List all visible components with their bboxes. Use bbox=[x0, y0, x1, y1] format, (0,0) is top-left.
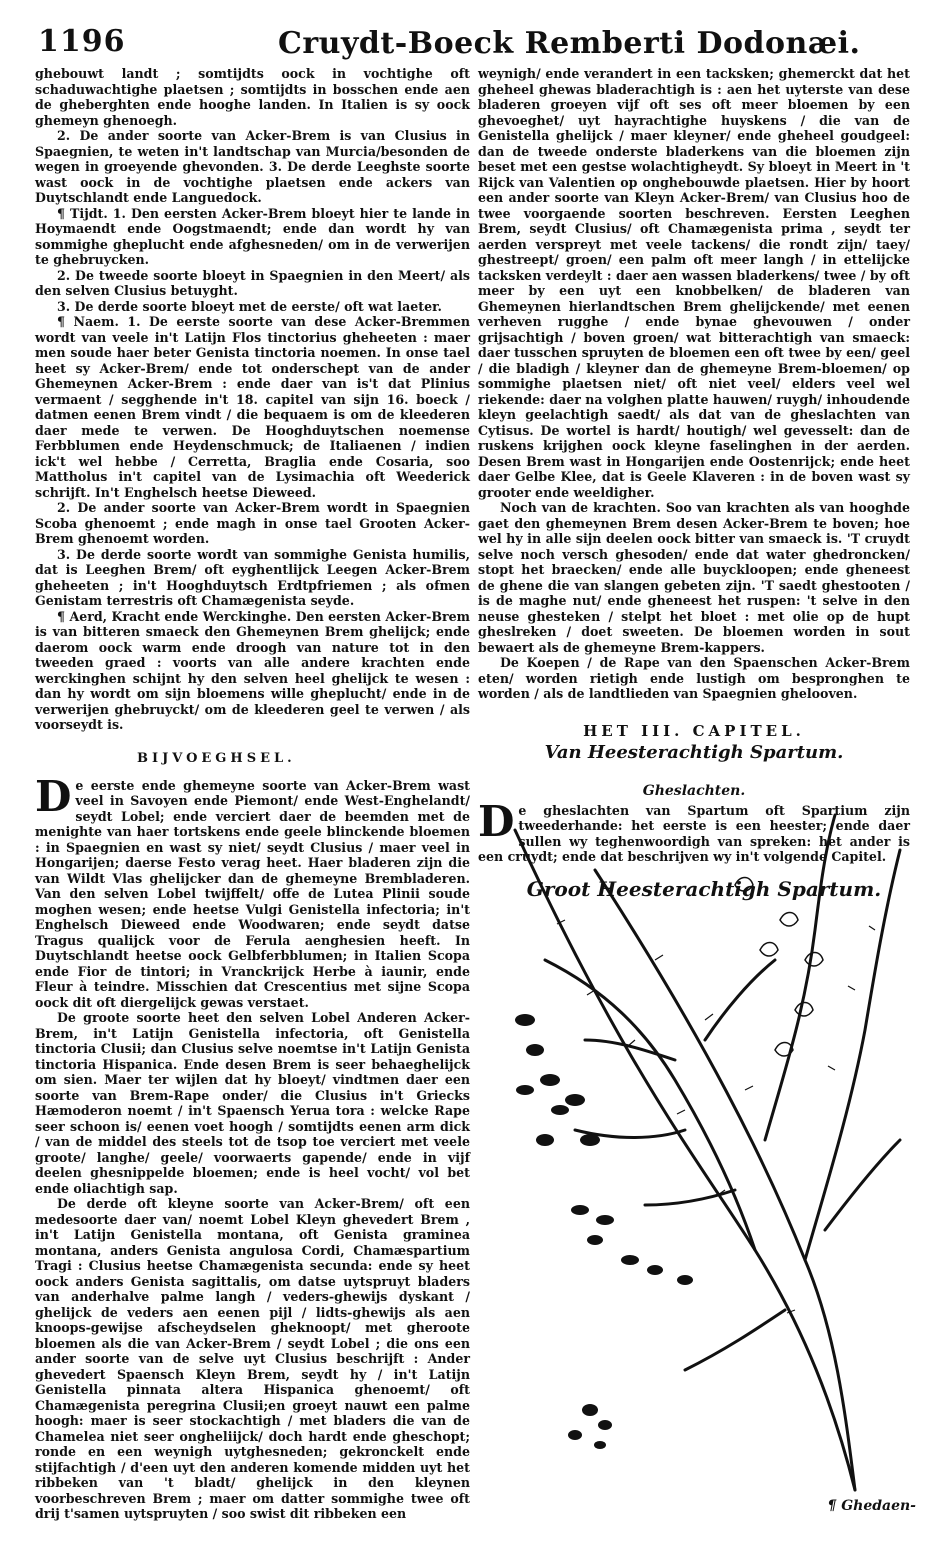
paragraph-naem: ¶ Naem. 1. De eerste soorte van dese Acker-Bremmen wordt van veele in't Latijn Flos tinctorius gheheeten : maer men soude haer beter Genista tinctoria noemen. In onse tael heet sy Acker-Brem/ ende tot onderschept van de ander Ghemeynen Acker-Brem : ende daer van is't dat Plinius vermaent / segghende in't 18. capitel van sijn 16. boeck / datmen eenen Brem vindt / die bequaem is om de kleederen daer mede te verwen. De Hooghduytschen noemense Ferbblumen ende Heydenschmuck; de Italiaenen / indien ick't wel hebbe / Cerretta, Braglia ende Cosaria, soo Mattholus in't capitel van de Lysimachia oft Weederick schrijft. In't Enghelsch heetse Dieweed. bbox=[35, 314, 470, 500]
plant-illustration bbox=[505, 810, 910, 1500]
chapter-paragraph: De gheslachten van Spartum oft Spartium zijn tweederhande: het eerste is een heester; ende daer sullen wy teghenwoordigh van spreken: het ander is een cruydt; ende dat beschrijven wy in't volgende Capitel. bbox=[478, 796, 910, 864]
section-heading: BIJVOEGHSEL. bbox=[137, 750, 296, 766]
paragraph: 2. De ander soorte van Acker-Brem wordt in Spaegnien Scoba ghenoemt ; ende magh in onse tael Grooten Acker-Brem ghenoemt worden. bbox=[35, 500, 470, 546]
chapter-title: Van Heesterachtigh Spartum. bbox=[544, 741, 844, 763]
chapter-heading: HET III. CAPITEL. bbox=[583, 721, 805, 740]
paragraph-aerd: ¶ Aerd, Kracht ende Werckinghe. Den eersten Acker-Brem is van bitteren smaeck den Ghemeynen Brem ghelijck; ende daerom oock warm ende droogh van nature tot in den tweeden graed : voorts van alle andere krachten ende werckinghen schijnt hy den selven heel ghelijck te wesen : dan hy wordt om sijn bloemens wille gheplucht/ ende in de verwerijen ghebruyckt/ om de kleederen geel te verwen / als voorseydt is. bbox=[35, 608, 470, 732]
paragraph: 2. De tweede soorte bloeyt in Spaegnien in den Meert/ als den selven Clusius betuyght. bbox=[35, 267, 470, 298]
catchword: ¶ Ghedaen- bbox=[827, 1498, 916, 1514]
bijvoeghsel-paragraph: De derde oft kleyne soorte van Acker-Brem/ oft een medesoorte daer van/ noemt Lobel Kleyn ghevedert Brem , in't Latijn Genistella montana, oft Genista graminea montana, anders Genista angulosa Cordi, Chamæspartium Tragi : Clusius heetse Chamægenista secunda: ende sy heet oock anders Genista sagittalis, om datse uytspruyt bladers van anderhalve palme langh / veders-ghewijs dyskant / ghelijck de veders aen eenen pijl / lidts-ghewijs als aen knoops-gewijse afscheydselen gheknoopt/ met gheroote bloemen als die van Acker-Brem / seydt Lobel ; die ons een ander soorte van de selve uyt Clusius beschrijft : Ander ghevedert Spaensch Kleyn Brem, seydt hy / in't Latijn Genistella pinnata altera Hispanica ghenoemt/ oft Chamægenista peregrina Clusii;en groeyt nauwt een palme hoogh: maer is seer stockachtigh / met bladers die van de Chamelea niet seer ongheliijck/ doch hardt ende gheschopt; ronde en een weynigh uytghesneden; gekronckelt ende stijfachtigh / d'een uyt den anderen komende midden uyt het ribbeken van 't bladt/ ghelijck in den kleynen voorbeschreven Brem ; maer om datter sommighe twee oft drij t'samen uytspruyten / soo swist dit ribbeken een bbox=[35, 1196, 470, 1521]
running-title: Cruydt-Boeck Remberti Dodonæi. bbox=[278, 26, 861, 61]
paragraph: weynigh/ ende verandert in een tacksken; ghemerckt dat het gheheel ghewas bladerachtigh is : aen het uyterste van dese bladeren groeyen vijf oft ses oft meer bloemen by een ghevoeghet/ uyt hayrachtighe huyskens / die van de Genistella ghelijck / maer kleyner/ ende gheheel goudgeel: dan de tweede onderste bladerkens van die bloemen zijn beset met een gestse wolachtigheydt. Sy bloeyt in Meert in 't Rijck van Valentien op onghebouwde plaetsen. Hier by hoort een ander soorte van Kleyn Acker-Brem/ van Clusius hoo de twee voorgaende soorten beschreven. Eersten Leeghen Brem, seydt Clusius/ oft Chamægenista prima , seydt ter aerden verspreyt met veele tackens/ die rondt zijn/ taey/ ghestreept/ groen/ een palm oft meer langh / in ettelijcke tacksken verdeylt : daer aen wassen bladerkens/ twee / by oft meer by een uyt een knobbelken/ de bladeren van Ghemeynen hierlandtschen Brem ghelijckende/ met eenen verheven rugghe / ende bynae ghevouwen / onder grijsachtigh / boven groen/ wat bitterachtigh van smaeck: daer tusschen spruyten de bloemen een oft twee by een/ geel / die bladigh / kleyner dan de ghemeyne Brem-bloemen/ op sommighe plaetsen niet/ oft niet veel/ elders veel wel riekende: daer na volghen platte hauwen/ ruygh/ inhoudende kleyn geelachtigh saedt/ als dat van de gheslachten van Cytisus. De wortel is hardt/ houtigh/ wel gevesselt: dan de ruskens krijghen oock kleyne faselinghen in der aerden. Desen Brem wast in Hongarijen ende Oostenrijck; ende heet daer Gelbe Klee, dat is Geele Klaveren : in de boven wast sy grooter ende weeldigher. bbox=[478, 66, 910, 500]
figure-caption: Groot Heesterachtigh Spartum. bbox=[526, 876, 882, 901]
spartum-woodcut-illustration bbox=[505, 810, 910, 1500]
paragraph-tijdt: ¶ Tijdt. 1. Den eersten Acker-Brem bloeyt hier te lande in Hoymaendt ende Oogstmaendt; ende dan wordt hy van sommighe gheplucht ende afghesneden/ om in de verwerijen te ghebruycken. bbox=[35, 205, 470, 267]
paragraph: ghebouwt landt ; somtijdts oock in vochtighe oft schaduwachtighe plaetsen ; somtijdts in bosschen ende aen de gheberghten ende hooghe landen. In Italien is sy oock ghemeyn ghenoegh. bbox=[35, 66, 470, 128]
paragraph: 2. De ander soorte van Acker-Brem is van Clusius in Spaegnien, te weten in't landtschap van Murcia/besonden de wegen in groeyende ghevonden. 3. De derde Leeghste soorte wast oock in de vochtighe plaetsen ende ackers van Duytschlandt ende Languedock. bbox=[35, 128, 470, 205]
page-header bbox=[38, 18, 930, 61]
paragraph: 3. De derde soorte wordt van sommighe Genista humilis, dat is Leeghen Brem/ oft eyghentlijck Leegen Acker-Brem gheheeten ; in't Hooghduytsch Erdtpfriemen ; als ofmen Genistam terrestris oft Chamægenista seyde. bbox=[35, 546, 470, 608]
right-column bbox=[478, 66, 910, 901]
left-column bbox=[35, 66, 470, 1522]
subheading: Gheslachten. bbox=[642, 782, 746, 799]
paragraph: 3. De derde soorte bloeyt met de eerste/ oft wat laeter. bbox=[57, 298, 442, 314]
page-number: 1196 bbox=[38, 24, 126, 59]
bijvoeghsel-paragraph: De groote soorte heet den selven Lobel Anderen Acker-Brem, in't Latijn Genistella infectoria, oft Genistella tinctoria Clusii; dan Clusius selve noemtse in't Latijn Genista tinctoria Hispanica. Ende desen Brem is seer behaeghelijck om sien. Maer ter wijlen dat hy bloeyt/ vindtmen daer een soorte van Brem-Rape onder/ die Clusius in't Griecks Hæmoderon noemt / in't Spaensch Yerua tora : welcke Rape seer schoon is/ eenen voet hoogh / somtijdts eenen arm dick / van de middel des steels tot de tsop toe verciert met veele groote/ langhe/ geele/ voorwaerts gapende/ ende in vijf deelen ghesnippelde bloemen; ende is heel vocht/ vol bet ende oliachtigh sap. bbox=[35, 1010, 470, 1196]
paragraph: De Koepen / de Rape van den Spaenschen Acker-Brem eten/ worden rietigh ende lustigh om bespronghen te worden / als de landtlieden van Spaegnien ghelooven. bbox=[478, 655, 910, 701]
paragraph-krachten: Noch van de krachten. Soo van krachten als van hooghde gaet den ghemeynen Brem desen Acker-Brem te boven; hoe wel hy in alle sijn deelen oock bitter van smaeck is. 'T cruydt selve noch versch ghesoden/ ende dat water ghedroncken/ stopt het braecken/ ende alle buyckloopen; ende gheneest de ghene die van slangen gebeten zijn. 'T saedt ghestooten / is de maghe nut/ ende gheneest het ruspen: 't selve in den neuse ghesteken / stelpt het bloet : met olie op de hupt gheslreken / doet sweeten. De bloemen worden in sout bewaert als de ghemeyne Brem-kappers. bbox=[478, 500, 910, 655]
bijvoeghsel-paragraph: De eerste ende ghemeyne soorte van Acker-Brem wast veel in Savoyen ende Piemont/ ende West-Enghelandt/ seydt Lobel; ende verciert daer de beemden met de menighte van haer tortskens ende geele blinckende bloemen : in Spaegnien en wast sy niet/ seydt Clusius / maer veel in Hongarijen; daerse Festo verag heet. Haer bladeren zijn die van Wildt Vlas ghelijcker dan de ghemeyne Brembladeren. Van den selven Lobel twijffelt/ offe de Lutea Plinii soude moghen wesen; ende heetse Vulgi Genistella infectoria; in't Enghelsch Dieweed ende Woodwaren; ende seydt datse Tragus qualijck voor de Ferula aenghesien heeft. In Duytschlandt heetse oock Gelbferbblumen; in Italien Scopa ende Fior de tintori; in Vranckrijck Herbe à iaunir, ende Fleur à teindre. Misschien dat Crescentius met sijne Scopa oock dit oft diergelijck gewas verstaet. bbox=[35, 771, 470, 1010]
